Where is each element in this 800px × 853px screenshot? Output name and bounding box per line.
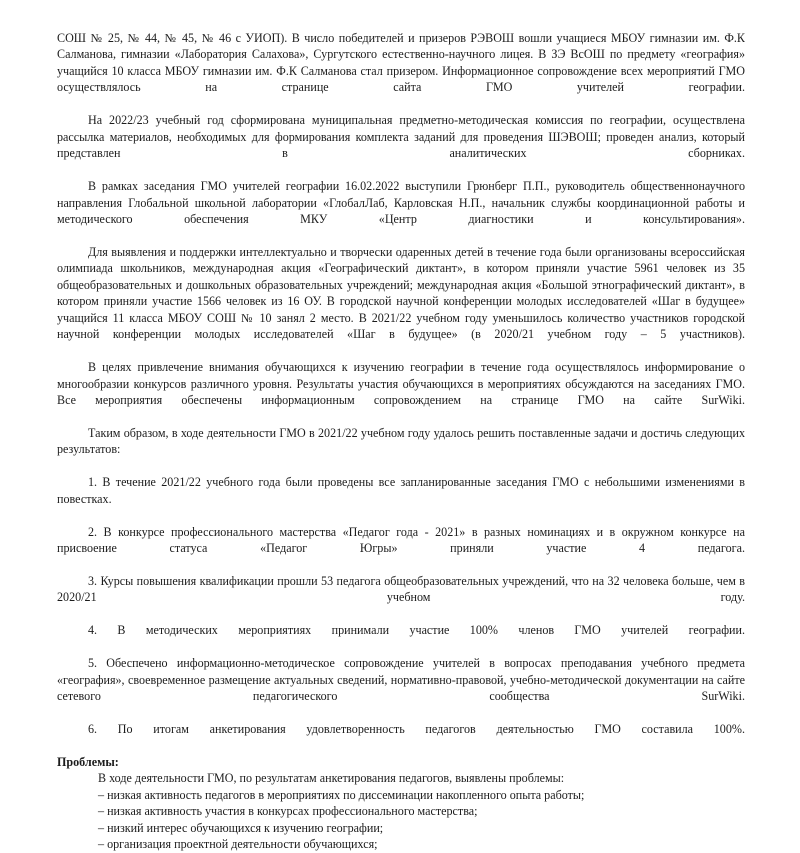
result-item-5: 5. Обеспечено информационно-методическое сопровождение учителей в вопросах преподавания учебного предмета «география», своевременное размещение актуальных сведений, нормативно-правовой, учебно-методической документации на сайте сетевого педагогического сообщества SurWiki. [57, 656, 745, 704]
problems-heading: Проблемы: [57, 754, 119, 769]
paragraph-results-intro: Таким образом, в ходе деятельности ГМО в 2021/22 учебном году удалось решить поставленные задачи и достичь следующих результатов: [57, 425, 745, 457]
problem-item: – низкий интерес обучающихся к изучению географии; [98, 820, 384, 835]
document-text-body [57, 30, 745, 853]
problem-item: – низкая активность участия в конкурсах профессионального мастерства; [98, 804, 478, 819]
result-item-2: 2. В конкурсе профессионального мастерства «Педагог года - 2021» в разных номинациях и в окружном конкурсе на присвоение статуса «Педагог Югры» приняли участие 4 педагога. [57, 524, 745, 556]
result-item-4: 4. В методических мероприятиях принимали участие 100% членов ГМО учителей географии. [88, 623, 745, 638]
result-item-6: 6. По итогам анкетирования удовлетворенность педагогов деятельностью ГМО составила 100%. [88, 722, 745, 737]
paragraph-gifted-children: Для выявления и поддержки интеллектуально и творчески одаренных детей в течение года были организованы всероссийская олимпиада школьников, международная акция «Географический диктант», в котором приняли участие 5961 человек из 35 общеобразовательных и дошкольных образовательных учреждений; международная акция «Большой этнографический диктант», в котором приняли участие 1566 человек из 16 ОУ. В городской научной конференции молодых исследователей «Шаг в будущее» учащийся 11 класса МБОУ СОШ № 10 занял 2 место. В 2021/22 учебном году уменьшилось количество участников городской научной конференции молодых исследователей «Шаг в будущее» (в 2020/21 учебном году – 5 участников). [57, 244, 745, 342]
paragraph-commission-2022: На 2022/23 учебный год сформирована муниципальная предметно-методическая комиссия по географии, осуществлена рассылка материалов, необходимых для формирования комплекта заданий для проведения ШЭВОШ; проведен анализ, который представлен в аналитических сборниках. [57, 113, 745, 161]
problem-item: – организация проектной деятельности обучающихся; [98, 837, 378, 852]
paragraph-attention-contests: В целях привлечение внимания обучающихся к изучению географии в течение года осуществлялось информирование о многообразии конкурсов различного уровня. Результаты участия обучающихся в мероприятиях обсуждаются на заседаниях ГМО. Все мероприятия обеспечены информационным сопровождением на странице ГМО на сайте SurWiki. [57, 360, 745, 407]
paragraph-meeting-2022: В рамках заседания ГМО учителей географии 16.02.2022 выступили Грюнберг П.П., руководитель общественнонаучного направления Глобальной школьной лаборатории «ГлобалЛаб, Карловская Н.П., начальник службы координационной работы и методического обеспечения МКУ «Центр диагностики и консультирования». [57, 179, 745, 226]
result-item-3: 3. Курсы повышения квалификации прошли 53 педагога общеобразовательных учреждений, что на 32 человека больше, чем в 2020/21 учебном году. [57, 573, 745, 605]
problems-intro: В ходе деятельности ГМО, по результатам анкетирования педагогов, выявлены проблемы: [98, 771, 565, 786]
paragraph-continuation: СОШ № 25, № 44, № 45, № 46 с УИОП). В число победителей и призеров РЭВОШ вошли учащиеся МБОУ гимназии им. Ф.К Салманова, гимназии «Лаборатория Салахова», Сургутского естественно-научного лицея. В ЗЭ ВсОШ по предмету «география» учащийся 10 класса МБОУ гимназии им. Ф.К Салманова стал призером. Информационное сопровождение всех мероприятий ГМО осуществлялось на странице сайта ГМО учителей географии. [57, 31, 745, 95]
problem-item: – низкая активность педагогов в мероприятиях по диссеминации накопленного опыта работы; [98, 787, 585, 802]
result-item-1: 1. В течение 2021/22 учебного года были проведены все запланированные заседания ГМО с небольшими изменениями в повестках. [57, 475, 745, 506]
